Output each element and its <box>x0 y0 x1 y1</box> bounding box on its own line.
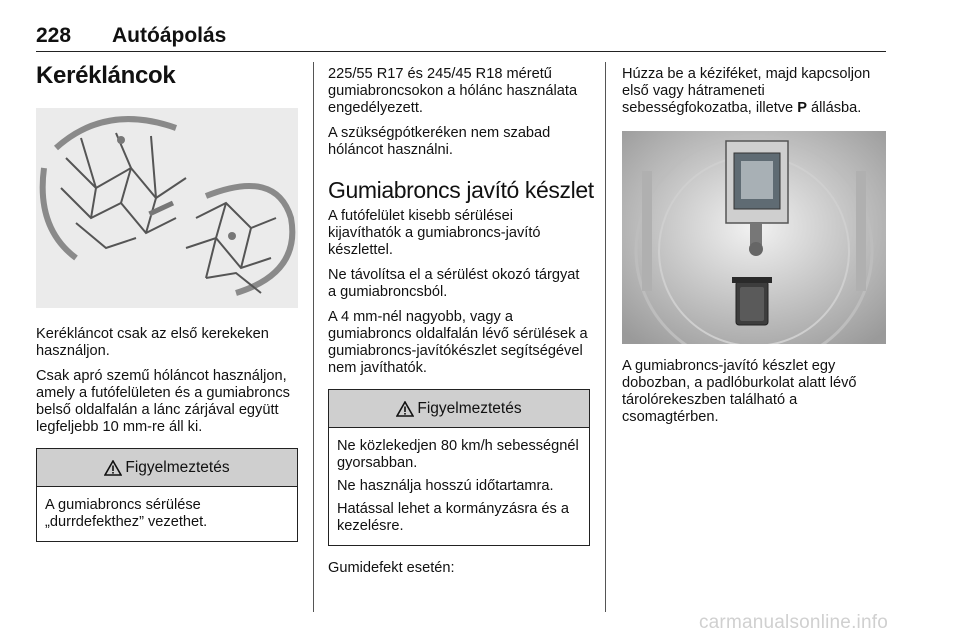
paragraph: 225/55 R17 és 245/45 R18 méretű gumiabroncsokon a hólánc használata engedélyezett. <box>328 66 578 116</box>
watermark: carmanualsonline.info <box>698 612 888 633</box>
warning-body <box>329 428 589 545</box>
paragraph: Ne távolítsa el a sérülést okozó tárgyat a gumiabroncsból. <box>328 267 580 300</box>
warning-box <box>36 448 298 542</box>
column-repair-kit-location <box>622 66 887 434</box>
warning-box <box>328 389 590 546</box>
gear-position-p: P <box>797 100 807 116</box>
paragraph: Csak apró szemű hóláncot használjon, amely a futófelületen és a gumiabroncs belső oldalfalán a lánc zárjával együtt legfeljebb 10 mm-re áll ki. <box>36 368 290 435</box>
paragraph: A futófelület kisebb sérülései kijavíthatók a gumiabroncs-javító készlettel. <box>328 208 541 258</box>
page-header <box>36 22 886 52</box>
column-divider <box>605 62 606 612</box>
figure-caption: A gumiabroncs-javító készlet egy dobozban, a padlóburkolat alatt lévő tárolórekeszben található a csomagtérben. <box>622 358 857 425</box>
warning-heading: Figyelmeztetés <box>125 458 230 476</box>
warning-header <box>37 449 297 487</box>
column-repair-kit <box>328 66 594 585</box>
warning-triangle-icon <box>104 460 122 476</box>
text-run: Húzza be a kéziféket, majd kapcsoljon első vagy hátrameneti sebességfokozatba, illetve <box>622 66 871 116</box>
warning-heading: Figyelmeztetés <box>417 399 522 417</box>
paragraph: Kerékláncot csak az első kerekeken használjon. <box>36 326 269 359</box>
warning-text: Ne közlekedjen 80 km/h sebességnél gyorsabban. <box>337 438 579 471</box>
warning-text: A gumiabroncs sérülése „durrdefekthez” vezethet. <box>45 497 208 530</box>
paragraph: A szükségpótkeréken nem szabad hóláncot használni. <box>328 125 551 158</box>
section-title-snow-chains: Kerékláncok <box>36 62 176 89</box>
running-section-title: Autóápolás <box>112 24 227 47</box>
warning-triangle-icon <box>396 401 414 417</box>
section-title-repair-kit: Gumiabroncs javító készlet <box>328 177 594 203</box>
tyre-repair-kit-photo <box>622 131 886 344</box>
warning-text: Hatással lehet a kormányzásra és a kezelésre. <box>337 501 569 534</box>
text-run: állásba. <box>806 100 862 116</box>
warning-text: Ne használja hosszú időtartamra. <box>337 478 554 494</box>
column-snow-chains <box>36 62 298 556</box>
paragraph: A 4 mm-nél nagyobb, vagy a gumiabroncs oldalfalán lévő sérülések a gumiabroncs-javítókészlet segítségével nem javíthatók. <box>328 309 588 376</box>
paragraph-with-bold <box>622 66 887 117</box>
page-number: 228 <box>36 24 72 47</box>
column-divider <box>313 62 314 612</box>
warning-header <box>329 390 589 428</box>
snow-chains-illustration <box>36 108 298 308</box>
warning-body <box>37 487 297 541</box>
paragraph: Gumidefekt esetén: <box>328 560 455 576</box>
